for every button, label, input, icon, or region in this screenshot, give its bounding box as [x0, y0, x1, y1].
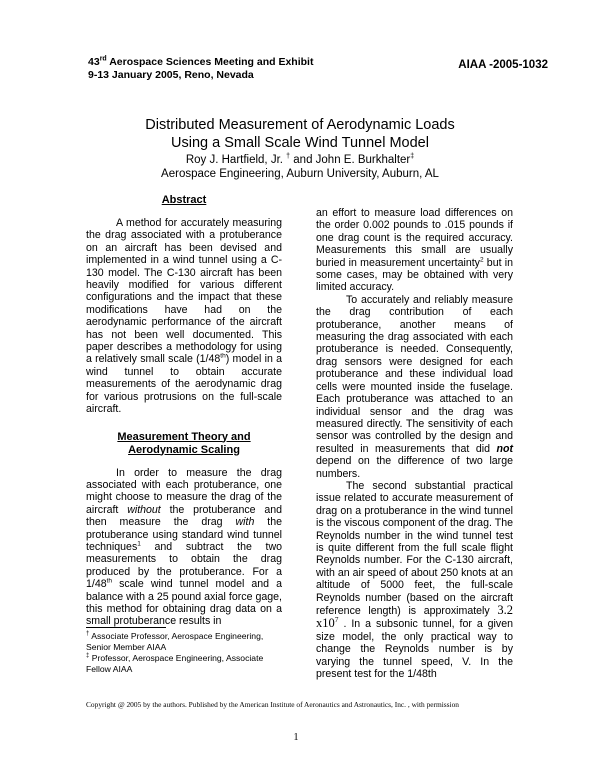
paper-title-line1: Distributed Measurement of Aerodynamic Loads	[145, 117, 455, 133]
authors: Roy J. Hartfield, Jr. † and John E. Burkhalter‡	[185, 153, 415, 166]
page-number: 1	[293, 732, 299, 743]
right-column	[316, 207, 513, 680]
conference-name: 43rd Aerospace Sciences Meeting and Exhibit	[88, 55, 314, 68]
section-heading: Measurement Theory and Aerodynamic Scaling	[117, 430, 251, 456]
conference-dates: 9-13 January 2005, Reno, Nevada	[88, 69, 254, 81]
right-paragraph-3: The second substantial practical issue related to accurate measurement of drag on a protuberance in the wind tunnel is the viscous component of the drag. The Reynolds number in the wind tunnel test is quite different from the full scale flight Reynolds number. For the C-130 aircraft, with an air speed of about 250 knots at an altitude of 5000 feet, the full-scale Reynolds number (based on the aircraft reference length) is approximately 3.2 $x10^7$ . In a subsonic tunnel, for a given size model, the only practical way to change the Reynolds number is by varying the tunnel speed, V. In the present test for the 1/48th	[316, 479, 513, 681]
footnote-2: ‡ Professor, Aerospace Engineering, Associate Fellow AIAA	[86, 653, 264, 674]
right-paragraph-1: an effort to measure load differences on the order 0.002 pounds to .015 pounds if one drag count is the required accuracy. Measurements this small are usually buried in measurement uncertainty$^2$ but in some cases, may be obtained with very limited accuracy.	[316, 207, 513, 294]
reynolds-number: 3.2 $x10^7$	[316, 603, 513, 631]
abstract-paragraph: A method for accurately measuring the drag associated with a protuberance on an aircraft has been devised and implemented in a wind tunnel using a C-130 model. The C-130 aircraft has been heavily modified for various different configurations and the impact that these modifications have had on the aerodynamic performance of the aircraft has not been well documented. This paper describes a methodology for using a relatively small scale (1/48th) model in a wind tunnel to obtain accurate measurements of the aerodynamic drag for various protrusions on the full-scale aircraft.	[86, 217, 282, 416]
conference-header	[88, 56, 348, 82]
abstract-heading: Abstract	[161, 194, 207, 206]
right-paragraph-2: To accurately and reliably measure the drag contribution of each protuberance, another means of measuring the drag associated with each protuberance is needed. Consequently, drag sensors were designed for each protuberance and these individual load cells were mounted inside the fuselage. Each protuberance was attached to an individual sensor and the drag was measured directly. The sensitivity of each sensor was controlled by the design and resulted in measurements that did not depend on the difference of two large numbers.	[316, 293, 513, 480]
copyright-notice: Copyright @ 2005 by the authors. Published by the American Institute of Aeronautics and Astronautics, Inc. , with permission	[86, 700, 459, 709]
section-paragraph: In order to measure the drag associated with each protuberance, one might choose to measure the drag of the aircraft without the protuberance and then measure the drag with the protuberance using standard wind tunnel techniques$^1$ and subtract the two measurements to obtain the drag produced by the protuberance. For a 1/48th scale wind tunnel model and a balance with a 25 pound axial force gage, this method for obtaining drag data on a small protuberance results in	[86, 466, 283, 628]
left-column	[86, 194, 282, 628]
paper-title-line2: Using a Small Scale Wind Tunnel Model	[171, 135, 429, 151]
footnotes	[86, 631, 286, 675]
affiliation: Aerospace Engineering, Auburn University, Auburn, AL	[161, 168, 439, 180]
footnote-1: † Associate Professor, Aerospace Engineering, Senior Member AIAA	[86, 631, 264, 652]
paper-number: AIAA -2005-1032	[458, 59, 548, 71]
footnote-rule	[86, 627, 166, 628]
title-block	[0, 116, 600, 181]
